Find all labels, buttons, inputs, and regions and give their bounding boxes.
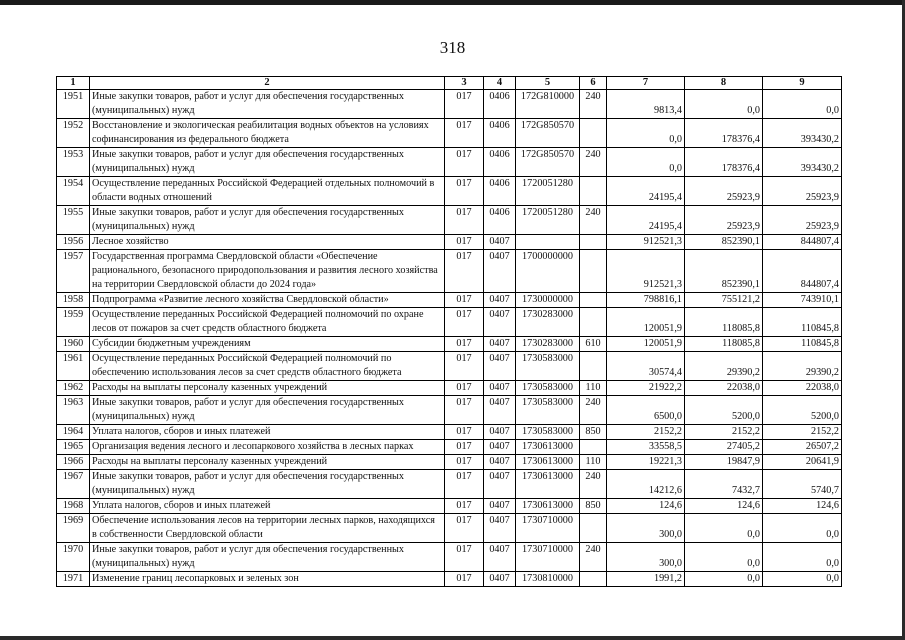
ministry-code: 017 xyxy=(445,352,484,381)
scan-edge-bottom xyxy=(0,636,905,640)
table-row xyxy=(57,308,842,337)
target-article-code: 1730583000 xyxy=(516,396,580,425)
col-header: 5 xyxy=(516,77,580,90)
ministry-code: 017 xyxy=(445,543,484,572)
table-row xyxy=(57,470,842,499)
expense-name: Осуществление переданных Российской Федерацией отдельных полномочий в области водных отношений xyxy=(90,177,445,206)
row-number: 1969 xyxy=(57,514,90,543)
table-row xyxy=(57,396,842,425)
table-row xyxy=(57,148,842,177)
target-article-code: 1730710000 xyxy=(516,514,580,543)
amount-col-8: 5200,0 xyxy=(685,396,763,425)
amount-col-7: 6500,0 xyxy=(607,396,685,425)
expense-type-code: 110 xyxy=(580,381,607,396)
row-number: 1965 xyxy=(57,440,90,455)
expense-type-code: 240 xyxy=(580,543,607,572)
amount-col-7: 912521,3 xyxy=(607,250,685,293)
target-article-code: 1730810000 xyxy=(516,572,580,587)
amount-col-7: 21922,2 xyxy=(607,381,685,396)
section-code: 0407 xyxy=(484,543,516,572)
row-number: 1952 xyxy=(57,119,90,148)
col-header: 3 xyxy=(445,77,484,90)
amount-col-7: 9813,4 xyxy=(607,90,685,119)
amount-col-9: 0,0 xyxy=(763,514,842,543)
ministry-code: 017 xyxy=(445,235,484,250)
table-row xyxy=(57,514,842,543)
amount-col-9: 20641,9 xyxy=(763,455,842,470)
amount-col-7: 0,0 xyxy=(607,119,685,148)
table-row xyxy=(57,381,842,396)
amount-col-7: 1991,2 xyxy=(607,572,685,587)
amount-col-8: 178376,4 xyxy=(685,148,763,177)
amount-col-8: 0,0 xyxy=(685,572,763,587)
header-row xyxy=(57,77,842,90)
table-row xyxy=(57,455,842,470)
expense-type-code xyxy=(580,250,607,293)
amount-col-9: 124,6 xyxy=(763,499,842,514)
budget-table xyxy=(56,76,842,587)
row-number: 1954 xyxy=(57,177,90,206)
expense-name: Восстановление и экологическая реабилитация водных объектов на условиях софинансирования из федерального бюджета xyxy=(90,119,445,148)
ministry-code: 017 xyxy=(445,425,484,440)
section-code: 0407 xyxy=(484,337,516,352)
ministry-code: 017 xyxy=(445,440,484,455)
amount-col-8: 0,0 xyxy=(685,543,763,572)
section-code: 0407 xyxy=(484,308,516,337)
section-code: 0406 xyxy=(484,148,516,177)
target-article-code: 1720051280 xyxy=(516,206,580,235)
ministry-code: 017 xyxy=(445,396,484,425)
expense-type-code: 110 xyxy=(580,455,607,470)
expense-type-code: 240 xyxy=(580,396,607,425)
target-article-code xyxy=(516,235,580,250)
expense-type-code xyxy=(580,514,607,543)
expense-name: Изменение границ лесопарковых и зеленых зон xyxy=(90,572,445,587)
amount-col-7: 0,0 xyxy=(607,148,685,177)
amount-col-7: 14212,6 xyxy=(607,470,685,499)
expense-name: Иные закупки товаров, работ и услуг для обеспечения государственных (муниципальных) нужд xyxy=(90,90,445,119)
expense-type-code: 240 xyxy=(580,206,607,235)
row-number: 1970 xyxy=(57,543,90,572)
section-code: 0407 xyxy=(484,470,516,499)
section-code: 0407 xyxy=(484,572,516,587)
amount-col-7: 798816,1 xyxy=(607,293,685,308)
ministry-code: 017 xyxy=(445,381,484,396)
amount-col-8: 178376,4 xyxy=(685,119,763,148)
ministry-code: 017 xyxy=(445,90,484,119)
scan-edge-top xyxy=(0,0,905,5)
target-article-code: 172G850570 xyxy=(516,148,580,177)
expense-type-code xyxy=(580,177,607,206)
table-row xyxy=(57,293,842,308)
amount-col-9: 110845,8 xyxy=(763,308,842,337)
expense-name: Иные закупки товаров, работ и услуг для обеспечения государственных (муниципальных) нужд xyxy=(90,543,445,572)
target-article-code: 1720051280 xyxy=(516,177,580,206)
amount-col-9: 26507,2 xyxy=(763,440,842,455)
section-code: 0407 xyxy=(484,293,516,308)
table-row xyxy=(57,352,842,381)
table-row xyxy=(57,177,842,206)
expense-name: Государственная программа Свердловской области «Обеспечение рационального, безопасного природопользования и развития лесного хозяйства на территории Свердловской области до 2024 года» xyxy=(90,250,445,293)
row-number: 1968 xyxy=(57,499,90,514)
table-row xyxy=(57,119,842,148)
ministry-code: 017 xyxy=(445,148,484,177)
amount-col-7: 120051,9 xyxy=(607,308,685,337)
row-number: 1957 xyxy=(57,250,90,293)
section-code: 0406 xyxy=(484,119,516,148)
amount-col-9: 25923,9 xyxy=(763,206,842,235)
amount-col-8: 852390,1 xyxy=(685,235,763,250)
amount-col-7: 300,0 xyxy=(607,514,685,543)
target-article-code: 1730613000 xyxy=(516,440,580,455)
row-number: 1951 xyxy=(57,90,90,119)
ministry-code: 017 xyxy=(445,206,484,235)
ministry-code: 017 xyxy=(445,455,484,470)
expense-name: Иные закупки товаров, работ и услуг для обеспечения государственных (муниципальных) нужд xyxy=(90,396,445,425)
target-article-code: 1730283000 xyxy=(516,337,580,352)
section-code: 0406 xyxy=(484,206,516,235)
row-number: 1966 xyxy=(57,455,90,470)
ministry-code: 017 xyxy=(445,499,484,514)
expense-type-code: 610 xyxy=(580,337,607,352)
expense-type-code: 240 xyxy=(580,148,607,177)
section-code: 0407 xyxy=(484,352,516,381)
amount-col-8: 25923,9 xyxy=(685,177,763,206)
row-number: 1967 xyxy=(57,470,90,499)
ministry-code: 017 xyxy=(445,337,484,352)
ministry-code: 017 xyxy=(445,250,484,293)
target-article-code: 1730613000 xyxy=(516,499,580,514)
expense-name: Обеспечение использования лесов на территории лесных парков, находящихся в собственности Свердловской области xyxy=(90,514,445,543)
amount-col-9: 2152,2 xyxy=(763,425,842,440)
amount-col-8: 29390,2 xyxy=(685,352,763,381)
amount-col-8: 124,6 xyxy=(685,499,763,514)
row-number: 1964 xyxy=(57,425,90,440)
amount-col-7: 30574,4 xyxy=(607,352,685,381)
amount-col-8: 19847,9 xyxy=(685,455,763,470)
expense-name: Расходы на выплаты персоналу казенных учреждений xyxy=(90,455,445,470)
expense-name: Иные закупки товаров, работ и услуг для обеспечения государственных (муниципальных) нужд xyxy=(90,206,445,235)
target-article-code: 1730583000 xyxy=(516,352,580,381)
table-row xyxy=(57,250,842,293)
ministry-code: 017 xyxy=(445,514,484,543)
amount-col-8: 852390,1 xyxy=(685,250,763,293)
expense-name: Уплата налогов, сборов и иных платежей xyxy=(90,425,445,440)
expense-name: Осуществление переданных Российской Федерацией полномочий по обеспечению использования лесов за счет средств областного бюджета xyxy=(90,352,445,381)
target-article-code: 1730583000 xyxy=(516,381,580,396)
amount-col-9: 0,0 xyxy=(763,572,842,587)
section-code: 0407 xyxy=(484,440,516,455)
ministry-code: 017 xyxy=(445,470,484,499)
section-code: 0406 xyxy=(484,177,516,206)
col-header: 1 xyxy=(57,77,90,90)
amount-col-8: 755121,2 xyxy=(685,293,763,308)
expense-name: Расходы на выплаты персоналу казенных учреждений xyxy=(90,381,445,396)
expense-type-code: 240 xyxy=(580,470,607,499)
amount-col-9: 29390,2 xyxy=(763,352,842,381)
amount-col-8: 0,0 xyxy=(685,514,763,543)
expense-name: Уплата налогов, сборов и иных платежей xyxy=(90,499,445,514)
section-code: 0407 xyxy=(484,514,516,543)
col-header: 7 xyxy=(607,77,685,90)
row-number: 1962 xyxy=(57,381,90,396)
amount-col-7: 33558,5 xyxy=(607,440,685,455)
expense-name: Субсидии бюджетным учреждениям xyxy=(90,337,445,352)
expense-name: Осуществление переданных Российской Федерацией полномочий по охране лесов от пожаров за счет средств областного бюджета xyxy=(90,308,445,337)
ministry-code: 017 xyxy=(445,177,484,206)
ministry-code: 017 xyxy=(445,119,484,148)
amount-col-8: 7432,7 xyxy=(685,470,763,499)
expense-type-code xyxy=(580,572,607,587)
row-number: 1960 xyxy=(57,337,90,352)
amount-col-7: 124,6 xyxy=(607,499,685,514)
amount-col-9: 5740,7 xyxy=(763,470,842,499)
amount-col-8: 2152,2 xyxy=(685,425,763,440)
page-number: 318 xyxy=(439,38,466,57)
section-code: 0407 xyxy=(484,499,516,514)
amount-col-7: 120051,9 xyxy=(607,337,685,352)
row-number: 1956 xyxy=(57,235,90,250)
expense-type-code: 240 xyxy=(580,90,607,119)
table-row xyxy=(57,572,842,587)
expense-name: Подпрограмма «Развитие лесного хозяйства Свердловской области» xyxy=(90,293,445,308)
target-article-code: 172G850570 xyxy=(516,119,580,148)
section-code: 0407 xyxy=(484,250,516,293)
amount-col-8: 25923,9 xyxy=(685,206,763,235)
target-article-code: 1700000000 xyxy=(516,250,580,293)
target-article-code: 172G810000 xyxy=(516,90,580,119)
ministry-code: 017 xyxy=(445,308,484,337)
table-row xyxy=(57,337,842,352)
target-article-code: 1730583000 xyxy=(516,425,580,440)
table-row xyxy=(57,440,842,455)
amount-col-7: 24195,4 xyxy=(607,206,685,235)
expense-name: Иные закупки товаров, работ и услуг для обеспечения государственных (муниципальных) нужд xyxy=(90,470,445,499)
expense-type-code xyxy=(580,440,607,455)
expense-type-code xyxy=(580,308,607,337)
amount-col-9: 844807,4 xyxy=(763,250,842,293)
table-row xyxy=(57,543,842,572)
target-article-code: 1730613000 xyxy=(516,455,580,470)
amount-col-9: 0,0 xyxy=(763,90,842,119)
row-number: 1963 xyxy=(57,396,90,425)
row-number: 1953 xyxy=(57,148,90,177)
section-code: 0407 xyxy=(484,381,516,396)
expense-type-code xyxy=(580,352,607,381)
col-header: 6 xyxy=(580,77,607,90)
section-code: 0407 xyxy=(484,455,516,470)
section-code: 0407 xyxy=(484,235,516,250)
amount-col-8: 118085,8 xyxy=(685,308,763,337)
expense-type-code: 850 xyxy=(580,425,607,440)
col-header: 4 xyxy=(484,77,516,90)
amount-col-7: 19221,3 xyxy=(607,455,685,470)
expense-name: Лесное хозяйство xyxy=(90,235,445,250)
expense-type-code: 850 xyxy=(580,499,607,514)
amount-col-9: 25923,9 xyxy=(763,177,842,206)
row-number: 1961 xyxy=(57,352,90,381)
table-row xyxy=(57,90,842,119)
amount-col-9: 393430,2 xyxy=(763,148,842,177)
table-row xyxy=(57,425,842,440)
amount-col-9: 743910,1 xyxy=(763,293,842,308)
amount-col-8: 27405,2 xyxy=(685,440,763,455)
amount-col-9: 5200,0 xyxy=(763,396,842,425)
amount-col-9: 22038,0 xyxy=(763,381,842,396)
section-code: 0407 xyxy=(484,425,516,440)
amount-col-8: 0,0 xyxy=(685,90,763,119)
amount-col-9: 393430,2 xyxy=(763,119,842,148)
target-article-code: 1730710000 xyxy=(516,543,580,572)
amount-col-9: 844807,4 xyxy=(763,235,842,250)
amount-col-9: 110845,8 xyxy=(763,337,842,352)
amount-col-7: 912521,3 xyxy=(607,235,685,250)
expense-type-code xyxy=(580,119,607,148)
target-article-code: 1730000000 xyxy=(516,293,580,308)
col-header: 2 xyxy=(90,77,445,90)
amount-col-8: 118085,8 xyxy=(685,337,763,352)
amount-col-8: 22038,0 xyxy=(685,381,763,396)
table-row xyxy=(57,499,842,514)
amount-col-9: 0,0 xyxy=(763,543,842,572)
table-row xyxy=(57,206,842,235)
row-number: 1958 xyxy=(57,293,90,308)
row-number: 1959 xyxy=(57,308,90,337)
ministry-code: 017 xyxy=(445,293,484,308)
expense-type-code xyxy=(580,235,607,250)
amount-col-7: 300,0 xyxy=(607,543,685,572)
expense-type-code xyxy=(580,293,607,308)
col-header: 8 xyxy=(685,77,763,90)
expense-name: Иные закупки товаров, работ и услуг для обеспечения государственных (муниципальных) нужд xyxy=(90,148,445,177)
section-code: 0407 xyxy=(484,396,516,425)
expense-name: Организация ведения лесного и лесопаркового хозяйства в лесных парках xyxy=(90,440,445,455)
section-code: 0406 xyxy=(484,90,516,119)
row-number: 1971 xyxy=(57,572,90,587)
target-article-code: 1730613000 xyxy=(516,470,580,499)
ministry-code: 017 xyxy=(445,572,484,587)
target-article-code: 1730283000 xyxy=(516,308,580,337)
amount-col-7: 2152,2 xyxy=(607,425,685,440)
col-header: 9 xyxy=(763,77,842,90)
amount-col-7: 24195,4 xyxy=(607,177,685,206)
table-row xyxy=(57,235,842,250)
row-number: 1955 xyxy=(57,206,90,235)
